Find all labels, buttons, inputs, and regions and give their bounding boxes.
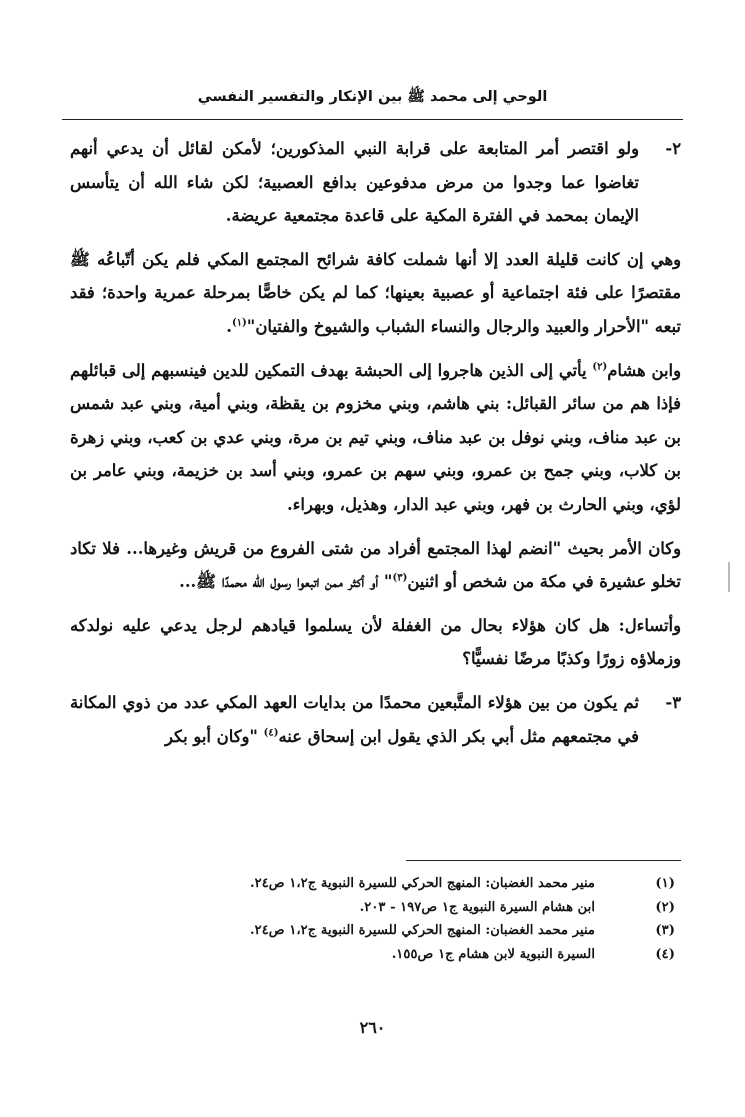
footnote: [90, 919, 675, 943]
footnote: [90, 872, 675, 896]
footnote-text: ابن هشام السيرة النبوية ج١ ص١٩٧ - ٢٠٣.: [359, 899, 595, 915]
footnote-ref[interactable]: (٣): [392, 572, 408, 584]
numbered-paragraph-2: [70, 132, 681, 233]
footnote: [90, 896, 675, 920]
paragraph: [70, 243, 681, 344]
footnote-divider: [406, 860, 681, 861]
header-divider: [62, 119, 683, 120]
paragraph-text: ثم يكون من بين هؤلاء المتَّبعين محمدًا من بدايات العهد المكي عدد من ذوي المكانة في مجتمعهم مثل أبي بكر الذي يقول ابن إسحاق عنه: [70, 692, 639, 746]
running-header: الوحي إلى محمد ﷺ بين الإنكار والتفسير النفسي: [197, 89, 548, 105]
footnote-number: (٣): [655, 923, 675, 938]
paragraph-text: "وكان أبو بكر: [165, 726, 264, 746]
footnote-text: منير محمد الغضبان: المنهج الحركي للسيرة النبوية ج١،٢ ص٢٤.: [250, 876, 595, 891]
footnote-number: (٢): [655, 899, 675, 915]
footnote-ref[interactable]: (١): [231, 317, 247, 329]
paragraph-end: .: [226, 316, 232, 336]
item-number: ٢-: [665, 139, 681, 158]
footnote-ref[interactable]: (٢): [592, 361, 608, 373]
footnote-number: (١): [655, 876, 675, 891]
paragraph-text: " أو أكثر ممن اتبعوا رسول الله محمدًا ﷺ...: [179, 572, 393, 592]
footnotes: [90, 872, 675, 966]
numbered-paragraph-3: [70, 686, 681, 753]
item-number: ٣-: [665, 692, 681, 712]
paragraph: [70, 532, 681, 599]
page-number: ٢٦٠: [359, 1018, 386, 1037]
paragraph: [70, 354, 681, 522]
main-text: [70, 132, 681, 763]
paragraph-text: وكان الأمر بحيث "انضم لهذا المجتمع أفراد من شتى الفروع من قريش وغيرها... فلا تكاد تخلو عشيرة في مكة من شخص أو اثنين: [70, 538, 681, 592]
footnote-number: (٤): [655, 946, 675, 962]
paragraph-text: وأتساءل: هل كان هؤلاء بحال من الغفلة لأن يسلموا قيادهم لرجل يدعي عليه نولدكه وزملاؤه زورًا وكذبًا مرضًا نفسيًّا؟: [70, 615, 681, 669]
footnote-text: منير محمد الغضبان: المنهج الحركي للسيرة النبوية ج١،٢ ص٢٤.: [250, 923, 595, 938]
footnote-ref[interactable]: (٤): [263, 727, 279, 739]
paragraph: [70, 609, 681, 676]
footnote-text: السيرة النبوية لابن هشام ج١ ص١٥٥.: [391, 946, 595, 962]
paragraph-text: يأتي إلى الذين هاجروا إلى الحبشة بهدف التمكين للدين فينسبهم إلى قبائلهم فإذا هم من سائر القبائل: بني هاشم، وبني مخزوم بن يقظة، وبني أمية، وبني عبد شمس بن عبد مناف، وبني نوفل بن عبد مناف، وبني تيم بن مرة، وبني عدي بن كعب، وبني زهرة بن كلاب، وبني جمح بن عمرو، وبني سهم بن عمرو، وبني أسد بن خزيمة، وبني عامر بن لؤي، وبني الحارث بن فهر، وبني عبد الدار، وهذيل، وبهراء.: [70, 360, 681, 514]
paragraph-text: وهي إن كانت قليلة العدد إلا أنها شملت كافة شرائح المجتمع المكي فلم يكن أتّباعُه ﷺ مقتصرًا على فئة اجتماعية أو عصبية بعينها؛ كما لم يكن خاصًّا بمرحلة عمرية واحدة؛ فقد تبعه "الأحرار والعبيد والرجال والنساء الشباب والشيوخ والفتيان": [70, 249, 681, 336]
paragraph-text: ولو اقتصر أمر المتابعة على قرابة النبي المذكورين؛ لأمكن لقائل أن يدعي أنهم تغاضوا عما وجدوا من مرض مدفوعين بدافع العصبية؛ لكن شاء الله أن يتأسس الإيمان بمحمد في الفترة المكية على قاعدة مجتمعية عريضة.: [70, 139, 639, 226]
paragraph-text: وابن هشام: [607, 360, 682, 380]
scan-edge-mark: [728, 562, 730, 592]
footnote: [90, 943, 675, 967]
